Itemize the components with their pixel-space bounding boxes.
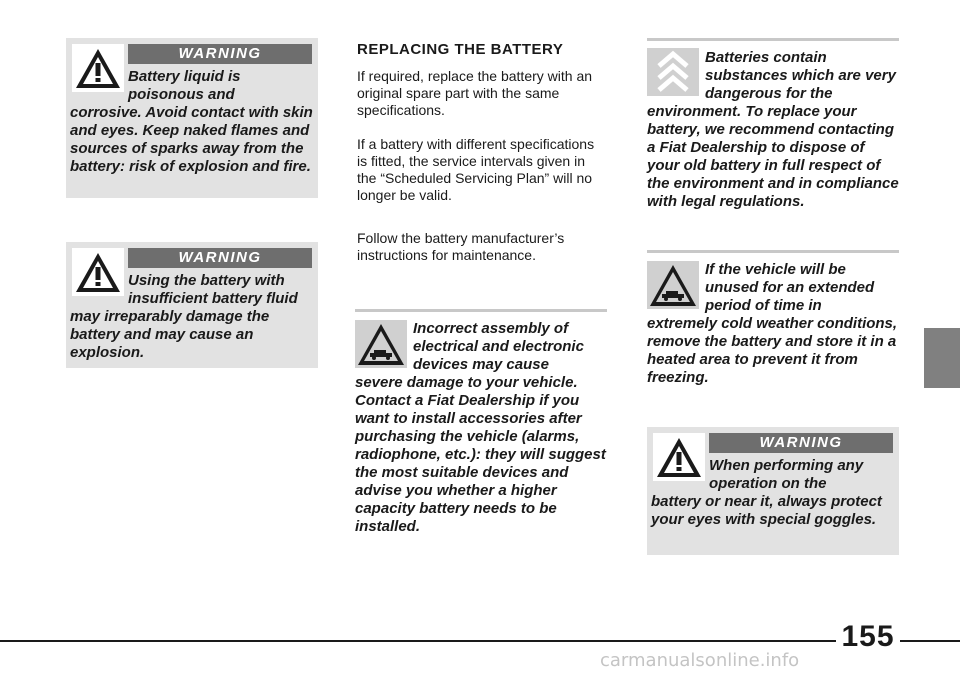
- note-rest: severe damage to your vehicle. Contact a Fiat Dealership if you want to install accessories after purchasing the vehicle (alarms, radiophone, etc.): they will suggest the most suitable devices and advise you whether a higher capacity battery needs to be installed.: [355, 374, 606, 535]
- page-number: 155: [836, 620, 900, 654]
- footer-rule: [0, 640, 960, 642]
- warning-text: [651, 457, 895, 529]
- warning-box-liquid: [66, 38, 318, 198]
- note-rest: extremely cold weather conditions, remove the battery and store it in a heated area to prevent it from freezing.: [647, 315, 898, 386]
- divider-rule: [647, 250, 899, 253]
- warning-label: WARNING: [709, 433, 893, 453]
- cold-weather-note: [647, 261, 899, 387]
- note-lead: If the vehicle will be unused for an extended period of time in: [705, 261, 875, 314]
- warning-rest: corrosive. Avoid contact with skin and eyes. Keep naked flames and sources of sparks away from the battery: risk of explosion and fire.: [70, 104, 313, 175]
- divider-rule: [647, 38, 899, 41]
- warning-text: [70, 68, 314, 176]
- warning-lead: When performing any operation on the: [709, 457, 864, 492]
- note-lead: Batteries contain substances which are very dangerous for the: [705, 49, 896, 102]
- assembly-note: [355, 320, 607, 536]
- warning-rest: may irreparably damage the battery and may cause an explosion.: [70, 308, 270, 361]
- warning-box-goggles: [647, 427, 899, 555]
- warning-label: WARNING: [128, 44, 312, 64]
- warning-rest: battery or near it, always protect your eyes with special goggles.: [651, 493, 882, 528]
- note-lead: Incorrect assembly of electrical and electronic devices may cause: [413, 320, 584, 373]
- environment-note: [647, 49, 899, 211]
- chapter-tab: [924, 328, 960, 388]
- note-rest: environment. To replace your battery, we recommend contacting a Fiat Dealership to dispose of your old battery in full respect of the environment and in compliance with legal regulations.: [647, 103, 899, 210]
- paragraph-2: If a battery with different specifications is fitted, the service intervals given in the “Scheduled Servicing Plan” will no longer be valid.: [357, 136, 595, 203]
- watermark-text: carmanualsonline.info: [600, 650, 800, 671]
- warning-label: WARNING: [128, 248, 312, 268]
- warning-lead: Battery liquid is poisonous and: [128, 68, 241, 103]
- divider-rule: [355, 309, 607, 312]
- warning-box-fluid: [66, 242, 318, 368]
- paragraph-1: If required, replace the battery with an original spare part with the same specifications.: [357, 68, 593, 118]
- paragraph-3: Follow the battery manufacturer’s instructions for maintenance.: [357, 230, 565, 263]
- warning-text: [70, 272, 314, 362]
- warning-lead: Using the battery with insufficient battery fluid: [128, 272, 298, 307]
- section-heading: REPLACING THE BATTERY: [357, 41, 564, 58]
